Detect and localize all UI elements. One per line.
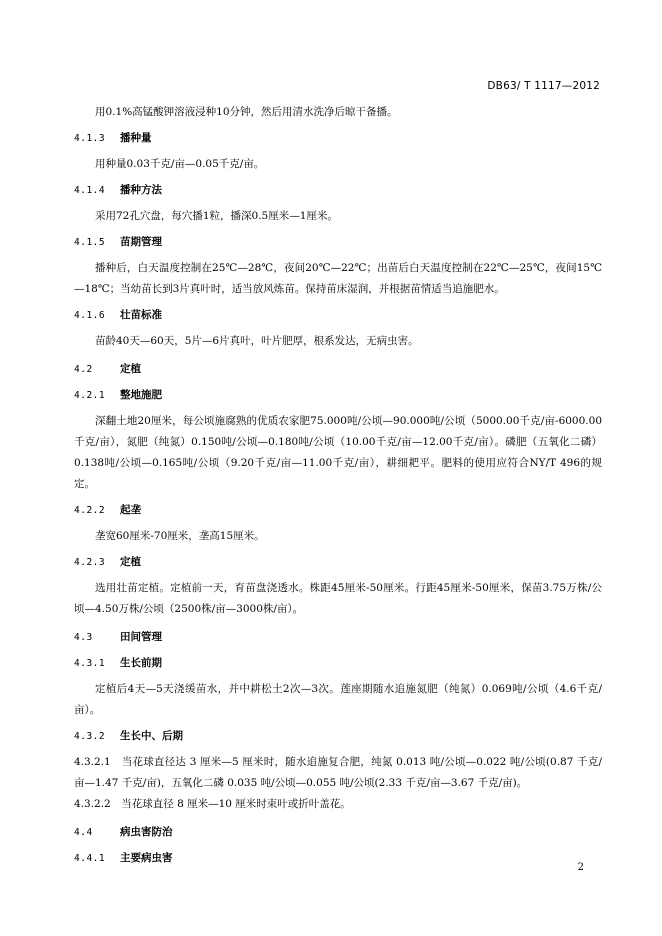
section-heading-4-2-3: [74, 552, 602, 573]
section-number: 4.1.3: [74, 133, 106, 144]
paragraph-4-1-6: 苗龄40天—60天，5片—6片真叶，叶片肥厚，根系发达，无病虫害。: [95, 335, 419, 347]
section-title: 播种量: [120, 132, 152, 144]
section-heading-4-2-2: [74, 500, 602, 521]
paragraph-4-1-3: 用种量0.03千克/亩—0.05千克/亩。: [95, 158, 265, 170]
section-title: 主要病虫害: [120, 852, 173, 864]
section-number: 4.1.5: [74, 237, 106, 248]
section-number: 4.4: [74, 827, 93, 838]
section-title: 定植: [120, 363, 141, 375]
section-heading-4-4: [74, 822, 602, 843]
section-heading-4-3: [74, 627, 602, 648]
paragraph-4-2-1: 深翻土地20厘米，每公顷施腐熟的优质农家肥75.000吨/公顷—90.000吨/公顷（5000.00千克/亩-6000.00千克/亩），氮肥（纯氮）0.150吨/公顷—0.180吨/公顷（10.00千克/亩—12.00千克/亩）。磷肥（五氧化二磷）0.138吨/公顷—0.165吨/公顷（9.20千克/亩—11.00千克/亩），耕细耙平。肥料的使用应符合NY/T 496的规定。: [74, 415, 602, 490]
paragraph-4-1-5: 播种后，白天温度控制在25℃—28℃，夜间20℃—22℃；出苗后白天温度控制在22℃—25℃，夜间15℃—18℃；当幼苗长到3片真叶时，适当放风炼苗。保持苗床湿润，并根据苗情适当追施肥水。: [74, 262, 602, 295]
section-heading-4-2: [74, 359, 602, 380]
section-heading-4-4-1: [74, 848, 602, 869]
section-number: 4.2: [74, 364, 93, 375]
paragraph-4-2-3: 选用壮苗定植。定植前一天，育苗盘浇透水。株距45厘米-50厘米。行距45厘米-50厘米，保苗3.75万株/公顷—4.50万株/公顷（2500株/亩—3000株/亩）。: [74, 582, 602, 615]
section-heading-4-2-1: [74, 385, 602, 406]
section-title: 起垄: [120, 504, 141, 516]
section-heading-4-3-2: [74, 726, 602, 747]
section-title: 苗期管理: [120, 236, 162, 248]
section-number: 4.1.6: [74, 310, 106, 321]
section-number: 4.4.1: [74, 853, 106, 864]
paragraph-4-3-2-1: 4.3.2.1 当花球直径达 3 厘米—5 厘米时，随水追施复合肥，纯氮 0.013 吨/公顷—0.022 吨/公顷(0.87 千克/亩—1.47 千克/亩)，五氧化二磷 0.035 吨/公顷—0.055 吨/公顷(2.33 千克/亩—3.67 千克/亩)。: [74, 756, 602, 789]
paragraph-4-3-2-2: 4.3.2.2 当花球直径 8 厘米—10 厘米时束叶或折叶盖花。: [74, 798, 351, 810]
section-title: 生长前期: [120, 657, 162, 669]
page-number: 2: [577, 862, 584, 873]
paragraph-4-3-1: 定植后4天—5天浇缓苗水，并中耕松土2次—3次。莲座期随水追施氮肥（纯氮）0.069吨/公顷（4.6千克/亩）。: [74, 683, 602, 716]
document-body: [74, 102, 602, 869]
section-heading-4-1-3: [74, 128, 602, 149]
section-heading-4-1-6: [74, 305, 602, 326]
section-title: 壮苗标准: [120, 309, 162, 321]
section-title: 定植: [120, 556, 141, 568]
paragraph-intro: 用0.1%高锰酸钾溶液浸种10分钟，然后用清水洗净后晾干备播。: [95, 106, 398, 118]
paragraph-4-2-2: 垄宽60厘米-70厘米，垄高15厘米。: [95, 530, 265, 542]
paragraph-4-1-4: 采用72孔穴盘，每穴播1粒，播深0.5厘米—1厘米。: [95, 210, 338, 222]
section-title: 田间管理: [120, 631, 162, 643]
section-title: 播种方法: [120, 184, 162, 196]
section-number: 4.2.1: [74, 390, 106, 401]
document-code-header: DB63/ T 1117—2012: [487, 80, 600, 92]
section-title: 病虫害防治: [120, 826, 173, 838]
section-heading-4-1-5: [74, 232, 602, 253]
section-number: 4.3.1: [74, 658, 106, 669]
section-number: 4.1.4: [74, 185, 106, 196]
section-number: 4.2.2: [74, 505, 106, 516]
section-title: 整地施肥: [120, 389, 162, 401]
section-number: 4.2.3: [74, 557, 106, 568]
section-heading-4-1-4: [74, 180, 602, 201]
section-number: 4.3: [74, 632, 93, 643]
section-number: 4.3.2: [74, 731, 106, 742]
section-heading-4-3-1: [74, 653, 602, 674]
section-title: 生长中、后期: [120, 730, 183, 742]
